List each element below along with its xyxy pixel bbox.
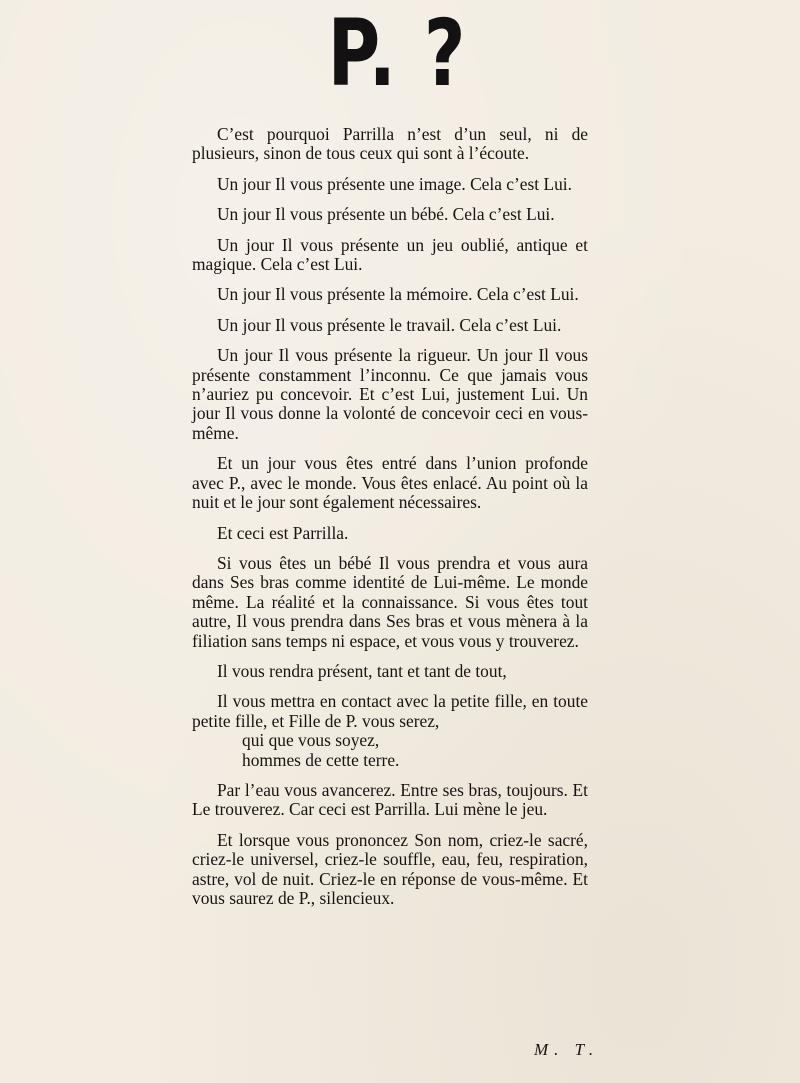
paragraph: Et lorsque vous prononcez Son nom, criez-le sacré, criez-le universel, criez-le souffle, eau, feu, respiration, astre, vol de nuit. Criez-le en réponse de vous-même. Et vous saurez de P., silencieux. <box>192 829 588 908</box>
contact-paragraph <box>192 692 588 770</box>
paragraph: Un jour Il vous présente le travail. Cela c’est Lui. <box>217 314 562 335</box>
contact-line-indented: hommes de cette terre. <box>242 749 400 770</box>
paragraph: Il vous rendra présent, tant et tant de tout, <box>217 660 507 681</box>
paragraph: Et un jour vous êtes entré dans l’union profonde avec P., avec le monde. Vous êtes enlacé. Au point où la nuit et le jour sont également nécessaires. <box>192 453 588 513</box>
contact-line-indented: qui que vous soyez, <box>242 730 380 751</box>
paragraph: Un jour Il vous présente la mémoire. Cela c’est Lui. <box>217 284 579 305</box>
paragraph: Un jour Il vous présente une image. Cela c’est Lui. <box>217 173 572 194</box>
body-text <box>192 125 588 919</box>
paragraph: Si vous êtes un bébé Il vous prendra et vous aura dans Ses bras comme identité de Lui-même. Le monde même. La réalité et la connaissance. Si vous êtes tout autre, Il vous prendra dans Ses bras et vous mènera à la filiation sans temps ni espace, et vous vous y trouverez. <box>192 552 588 651</box>
paragraph: Un jour Il vous présente un bébé. Cela c’est Lui. <box>217 204 555 225</box>
signature: M. T. <box>534 1040 600 1059</box>
paragraph: Un jour Il vous présente la rigueur. Un jour Il vous présente constamment l’inconnu. Ce que jamais vous n’auriez pu concevoir. Et c’est Lui, justement Lui. Un jour Il vous donne la volonté de concevoir ceci en vous-même. <box>192 345 588 443</box>
page-title: P. ? <box>327 0 468 107</box>
paragraph: C’est pourquoi Parrilla n’est d’un seul, ni de plusieurs, sinon de tous ceux qui sont à l’écoute. <box>192 124 588 164</box>
paragraph: Et ceci est Parrilla. <box>217 522 349 543</box>
paragraph: Par l’eau vous avancerez. Entre ses bras, toujours. Et Le trouverez. Car ceci est Parrilla. Lui mène le jeu. <box>192 779 588 820</box>
contact-line: Il vous mettra en contact avec la petite fille, en toute petite fille, et Fille de P. vous serez, <box>192 691 588 731</box>
paragraph: Un jour Il vous présente un jeu oublié, antique et magique. Cela c’est Lui. <box>192 234 588 275</box>
